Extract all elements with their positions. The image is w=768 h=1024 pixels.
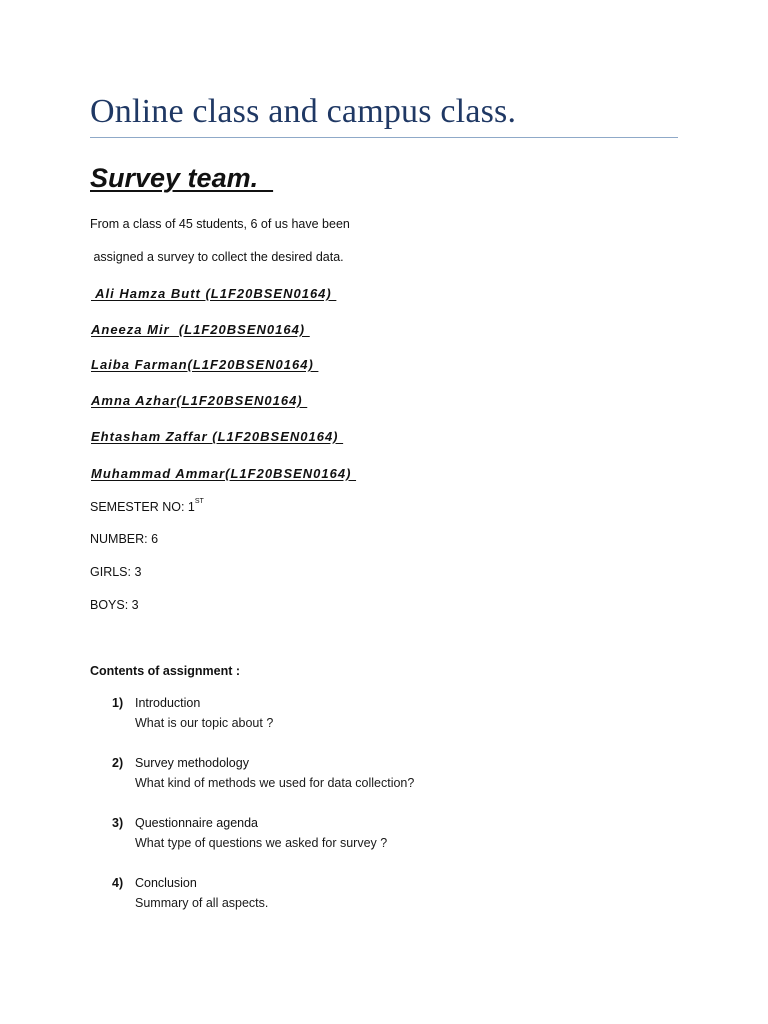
team-member-item: Amna Azhar(L1F20BSEN0164)	[91, 393, 308, 408]
list-item-number: 1)	[112, 696, 124, 710]
contents-heading: Contents of assignment :	[90, 664, 241, 678]
girls-line: GIRLS: 3	[90, 565, 142, 579]
list-item-title: Survey methodology	[135, 756, 249, 770]
team-member-item: Aneeza Mir (L1F20BSEN0164)	[91, 322, 310, 337]
list-item-number: 4)	[112, 876, 124, 890]
semester-suffix: ST	[194, 498, 204, 505]
document-title: Online class and campus class.	[90, 93, 517, 130]
semester-line	[90, 500, 204, 514]
list-item-description: What type of questions we asked for survey ?	[135, 836, 388, 850]
title-underline-rule	[90, 137, 678, 138]
list-item-description: Summary of all aspects.	[135, 896, 269, 910]
intro-paragraph-line-2: assigned a survey to collect the desired data.	[90, 250, 344, 264]
number-line: NUMBER: 6	[90, 532, 159, 546]
team-member-item: Laiba Farman(L1F20BSEN0164)	[91, 357, 319, 372]
section-heading-survey-team: Survey team.	[90, 163, 274, 193]
list-item-title: Introduction	[135, 696, 201, 710]
team-member-item: Muhammad Ammar(L1F20BSEN0164)	[91, 466, 357, 481]
list-item-title: Questionnaire agenda	[135, 816, 259, 830]
semester-label: SEMESTER NO: 1	[90, 500, 195, 514]
list-item-description: What kind of methods we used for data collection?	[135, 776, 415, 790]
list-item-title: Conclusion	[135, 876, 197, 890]
list-item-description: What is our topic about ?	[135, 716, 274, 730]
list-item-number: 3)	[112, 816, 124, 830]
team-member-item: Ali Hamza Butt (L1F20BSEN0164)	[91, 286, 337, 301]
boys-line: BOYS: 3	[90, 598, 139, 612]
list-item-number: 2)	[112, 756, 124, 770]
team-member-item: Ehtasham Zaffar (L1F20BSEN0164)	[91, 429, 344, 444]
intro-paragraph-line-1: From a class of 45 students, 6 of us have been	[90, 217, 350, 231]
